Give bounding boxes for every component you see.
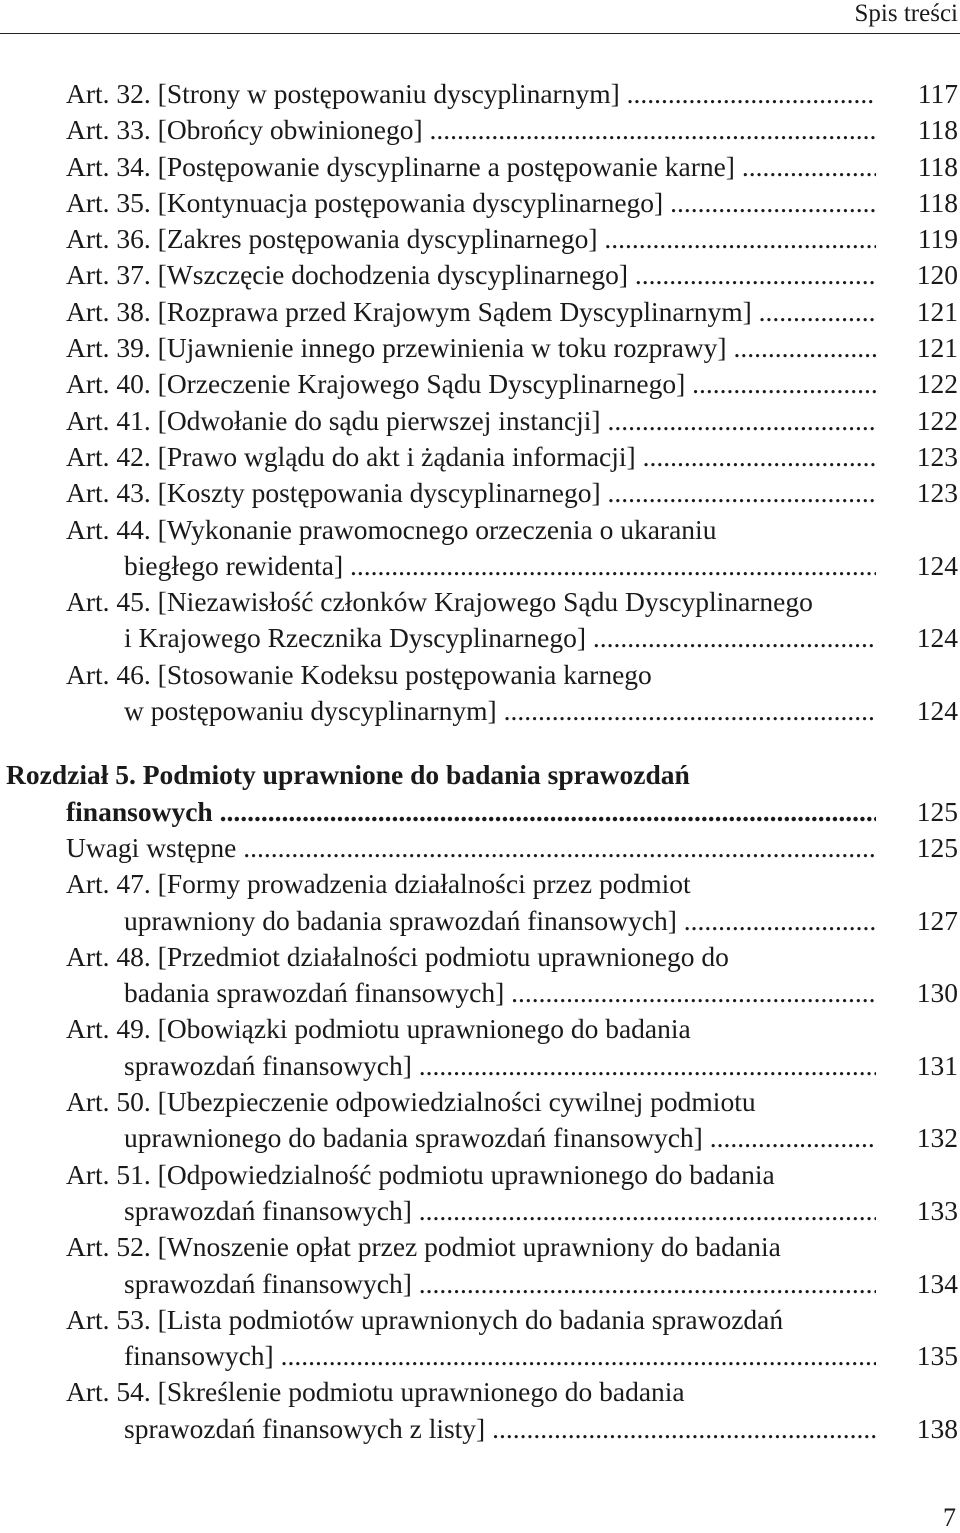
toc-dot-leader bbox=[598, 223, 876, 254]
toc-entry-line bbox=[0, 512, 960, 548]
toc-entry-text: Art. 38. [Rozprawa przed Krajowym Sądem Dyscyplinarnym] bbox=[66, 295, 752, 327]
toc-entry-text: sprawozdań finansowych] bbox=[124, 1049, 412, 1081]
toc-entry-text: Art. 39. [Ujawnienie innego przewinienia w toku rozprawy] bbox=[66, 332, 727, 364]
toc-entry-line bbox=[0, 439, 960, 475]
toc-dot-leader bbox=[343, 550, 876, 581]
toc-entry-text: Art. 45. [Niezawisłość członków Krajowego Sądu Dyscyplinarnego bbox=[66, 586, 813, 618]
toc-page-number: 120 bbox=[916, 259, 958, 291]
toc-entry-text: Art. 53. [Lista podmiotów uprawnionych do badania sprawozdań bbox=[66, 1303, 784, 1335]
toc-entry-line bbox=[0, 584, 960, 620]
toc-dot-leader bbox=[412, 1195, 876, 1226]
toc-page-number: 121 bbox=[916, 295, 958, 327]
toc-page-number: 117 bbox=[917, 78, 958, 109]
toc-entry-text: Art. 54. [Skreślenie podmiotu uprawnionego do badania bbox=[66, 1376, 685, 1408]
toc-page-number: 130 bbox=[916, 977, 958, 1009]
toc-entry-line bbox=[0, 403, 960, 439]
toc-dot-leader bbox=[663, 187, 876, 218]
toc-entry-text: Art. 40. [Orzeczenie Krajowego Sądu Dyscyplinarnego] bbox=[66, 368, 686, 400]
toc-entry-line bbox=[0, 185, 960, 221]
toc-entry-line bbox=[0, 1157, 960, 1193]
toc-entry-title bbox=[66, 939, 876, 975]
toc-entry-title bbox=[66, 584, 876, 620]
toc-entry-line bbox=[0, 149, 960, 185]
toc-dot-leader bbox=[485, 1413, 876, 1444]
toc-entry-title bbox=[124, 1120, 876, 1156]
toc-entry-title bbox=[124, 620, 876, 656]
toc-entry-text: Art. 51. [Odpowiedzialność podmiotu uprawnionego do badania bbox=[66, 1158, 775, 1190]
header-rule bbox=[0, 33, 960, 34]
toc-entry-line bbox=[0, 257, 960, 293]
toc-entry-line bbox=[0, 1120, 960, 1156]
toc-entry-title bbox=[124, 1266, 876, 1302]
toc-entry-title bbox=[66, 294, 876, 330]
toc-entry-title bbox=[124, 1338, 876, 1374]
toc-entry-line bbox=[0, 693, 960, 729]
toc-entry-title bbox=[66, 112, 876, 148]
toc-entry-title bbox=[66, 403, 876, 439]
toc-dot-leader bbox=[497, 695, 876, 726]
toc-entry-line bbox=[0, 1266, 960, 1302]
toc-entry-text: finansowych bbox=[66, 795, 213, 827]
toc-entry-text: badania sprawozdań finansowych] bbox=[124, 977, 505, 1009]
toc-page-number: 118 bbox=[917, 150, 958, 182]
toc-entry-line bbox=[0, 975, 960, 1011]
toc-page-number: 123 bbox=[916, 477, 958, 509]
toc-entry-line bbox=[0, 112, 960, 148]
toc-entry-line bbox=[0, 1048, 960, 1084]
toc-entry-title bbox=[66, 330, 876, 366]
toc-dot-leader bbox=[703, 1122, 876, 1153]
toc-dot-leader bbox=[274, 1340, 876, 1371]
toc-dot-leader bbox=[620, 78, 876, 109]
toc-page-number: 125 bbox=[916, 795, 958, 827]
toc-entry-line bbox=[0, 221, 960, 257]
toc-dot-leader bbox=[752, 296, 876, 327]
toc-page-number: 134 bbox=[916, 1267, 958, 1299]
toc-entry-text: Art. 32. [Strony w postępowaniu dyscyplinarnym] bbox=[66, 78, 620, 109]
toc-entry-title bbox=[66, 1157, 876, 1193]
toc-dot-leader bbox=[601, 477, 876, 508]
toc-entry-title bbox=[66, 866, 876, 902]
toc-entry-text: finansowych] bbox=[124, 1340, 274, 1372]
toc-entry-line bbox=[0, 1302, 960, 1338]
toc-entry-text: Art. 46. [Stosowanie Kodeksu postępowania karnego bbox=[66, 658, 652, 690]
toc-entry-line bbox=[0, 1193, 960, 1229]
toc-page-number: 135 bbox=[916, 1340, 958, 1372]
toc-entry-title bbox=[66, 439, 876, 475]
toc-dot-leader bbox=[727, 332, 876, 363]
toc-entry-title bbox=[124, 693, 876, 729]
toc-dot-leader bbox=[628, 259, 876, 290]
toc-entry-title bbox=[66, 221, 876, 257]
toc-page-number: 124 bbox=[916, 549, 958, 581]
toc-page-number: 138 bbox=[916, 1412, 958, 1444]
toc-entry-text: uprawnionego do badania sprawozdań finansowych] bbox=[124, 1122, 703, 1154]
toc-entry-text: uprawniony do badania sprawozdań finansowych] bbox=[124, 904, 677, 936]
toc-entry-text: Art. 35. [Kontynuacja postępowania dyscyplinarnego] bbox=[66, 186, 664, 218]
toc-entry-line bbox=[0, 866, 960, 902]
toc-entry-text: sprawozdań finansowych] bbox=[124, 1267, 412, 1299]
table-of-contents bbox=[0, 76, 960, 1447]
toc-entry-title bbox=[66, 1374, 876, 1410]
toc-page-number: 122 bbox=[916, 404, 958, 436]
toc-dot-leader bbox=[236, 832, 876, 863]
toc-entry-title bbox=[66, 794, 876, 830]
toc-entry-text: Art. 52. [Wnoszenie opłat przez podmiot uprawniony do badania bbox=[66, 1231, 781, 1263]
toc-entry-title bbox=[66, 76, 876, 112]
toc-page-number: 125 bbox=[916, 831, 958, 863]
toc-entry-text: sprawozdań finansowych] bbox=[124, 1194, 412, 1226]
toc-entry-title bbox=[124, 903, 876, 939]
toc-chapter-line bbox=[0, 794, 960, 830]
toc-entry-title bbox=[66, 366, 876, 402]
toc-entry-line bbox=[0, 330, 960, 366]
toc-entry-text: Art. 47. [Formy prowadzenia działalności przez podmiot bbox=[66, 868, 691, 900]
toc-entry-title bbox=[66, 185, 876, 221]
toc-entry-text: Art. 49. [Obowiązki podmiotu uprawnionego do badania bbox=[66, 1013, 691, 1045]
toc-dot-leader bbox=[412, 1050, 876, 1081]
toc-entry-line bbox=[0, 1229, 960, 1265]
toc-page-number: 132 bbox=[916, 1122, 958, 1154]
toc-entry-text: Art. 34. [Postępowanie dyscyplinarne a postępowanie karne] bbox=[66, 150, 735, 182]
toc-page-number: 118 bbox=[917, 186, 958, 218]
toc-entry-text: Art. 42. [Prawo wglądu do akt i żądania informacji] bbox=[66, 440, 636, 472]
toc-entry-text: Art. 50. [Ubezpieczenie odpowiedzialności cywilnej podmiotu bbox=[66, 1086, 756, 1118]
toc-entry-line bbox=[0, 620, 960, 656]
toc-dot-leader bbox=[601, 405, 876, 436]
toc-dot-leader bbox=[685, 368, 876, 399]
toc-entry-text: Art. 37. [Wszczęcie dochodzenia dyscyplinarnego] bbox=[66, 259, 628, 291]
toc-page-number: 121 bbox=[916, 332, 958, 364]
toc-page-number: 127 bbox=[916, 904, 958, 936]
toc-entry-text: w postępowaniu dyscyplinarnym] bbox=[124, 695, 497, 727]
toc-entry-title bbox=[124, 1048, 876, 1084]
toc-entry-title bbox=[66, 512, 876, 548]
toc-entry-text: biegłego rewidenta] bbox=[124, 549, 344, 581]
toc-entry-text: Art. 48. [Przedmiot działalności podmiotu uprawnionego do bbox=[66, 940, 729, 972]
toc-entry-title bbox=[66, 1084, 876, 1120]
toc-entry-line bbox=[0, 475, 960, 511]
toc-entry-title bbox=[66, 830, 876, 866]
toc-entry-line bbox=[0, 1084, 960, 1120]
toc-dot-leader bbox=[586, 622, 876, 653]
running-head: Spis treści bbox=[854, 0, 958, 27]
toc-page-number: 119 bbox=[917, 223, 958, 255]
toc-entry-title bbox=[66, 149, 876, 185]
toc-entry-title bbox=[6, 757, 876, 793]
toc-entry-line bbox=[0, 657, 960, 693]
toc-entry-title bbox=[66, 1229, 876, 1265]
toc-page-number: 122 bbox=[916, 368, 958, 400]
toc-dot-leader bbox=[677, 905, 876, 936]
toc-entry-title bbox=[66, 1011, 876, 1047]
toc-page-number: 131 bbox=[916, 1049, 958, 1081]
toc-entry-title bbox=[66, 1302, 876, 1338]
toc-entry-title bbox=[66, 657, 876, 693]
toc-chapter-line bbox=[0, 757, 960, 793]
toc-entry-text: Uwagi wstępne bbox=[66, 831, 237, 863]
toc-dot-leader bbox=[636, 441, 876, 472]
toc-entry-text: Art. 33. [Obrońcy obwinionego] bbox=[66, 114, 423, 146]
toc-entry-line bbox=[0, 1411, 960, 1447]
toc-entry-line bbox=[0, 1338, 960, 1374]
toc-dot-leader bbox=[735, 151, 876, 182]
toc-dot-leader bbox=[504, 977, 876, 1008]
toc-dot-leader bbox=[213, 796, 876, 827]
toc-entry-line bbox=[0, 1011, 960, 1047]
toc-entry-line bbox=[0, 903, 960, 939]
page-number: 7 bbox=[943, 1503, 956, 1532]
toc-entry-text: Art. 41. [Odwołanie do sądu pierwszej instancji] bbox=[66, 404, 601, 436]
toc-entry-title bbox=[66, 475, 876, 511]
toc-entry-line bbox=[0, 548, 960, 584]
toc-entry-text: Art. 44. [Wykonanie prawomocnego orzeczenia o ukaraniu bbox=[66, 513, 717, 545]
toc-entry-text: Art. 43. [Koszty postępowania dyscyplinarnego] bbox=[66, 477, 601, 509]
toc-entry-text: Rozdział 5. Podmioty uprawnione do badania sprawozdań bbox=[6, 759, 690, 791]
toc-entry-title bbox=[124, 1193, 876, 1229]
toc-entry-text: i Krajowego Rzecznika Dyscyplinarnego] bbox=[124, 622, 586, 654]
toc-entry-title bbox=[66, 257, 876, 293]
toc-page-number: 124 bbox=[916, 622, 958, 654]
toc-entry-line bbox=[0, 1374, 960, 1410]
toc-entry-line bbox=[0, 294, 960, 330]
toc-page-number: 124 bbox=[916, 695, 958, 727]
toc-page-number: 133 bbox=[916, 1194, 958, 1226]
toc-entry-line bbox=[0, 939, 960, 975]
toc-dot-leader bbox=[412, 1268, 876, 1299]
toc-entry-title bbox=[124, 975, 876, 1011]
toc-entry-line bbox=[0, 76, 960, 112]
toc-entry-text: sprawozdań finansowych z listy] bbox=[124, 1412, 486, 1444]
toc-entry-line bbox=[0, 366, 960, 402]
toc-page-number: 123 bbox=[916, 440, 958, 472]
toc-dot-leader bbox=[423, 114, 876, 145]
toc-page-number: 118 bbox=[917, 114, 958, 146]
toc-entry-line bbox=[0, 830, 960, 866]
toc-entry-title bbox=[124, 548, 876, 584]
toc-entry-title bbox=[124, 1411, 876, 1447]
toc-entry-text: Art. 36. [Zakres postępowania dyscyplinarnego] bbox=[66, 223, 598, 255]
